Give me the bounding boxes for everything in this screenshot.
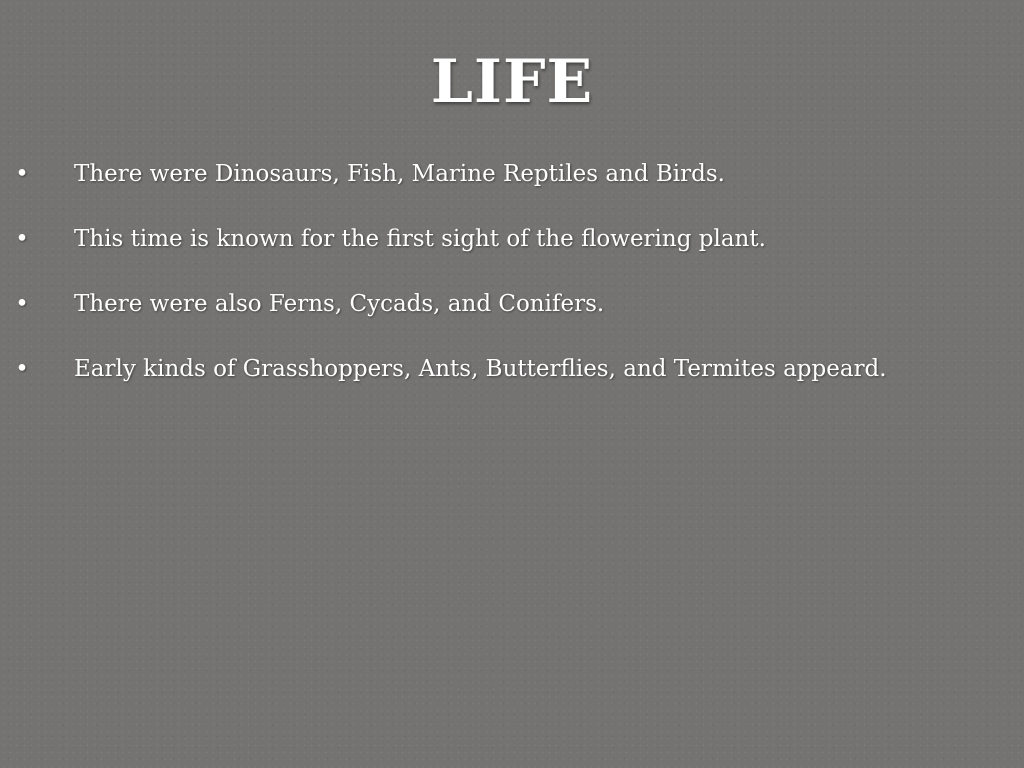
bullet-icon: •: [15, 161, 29, 187]
bullet-item: [0, 152, 1024, 217]
bullet-icon: •: [15, 291, 29, 317]
bullet-item: [0, 347, 1024, 412]
bullet-icon: •: [15, 226, 29, 252]
bullet-text: There were Dinosaurs, Fish, Marine Reptiles and Birds.: [74, 161, 725, 187]
slide-title: LIFE: [430, 47, 594, 117]
bullet-text: This time is known for the first sight of the flowering plant.: [74, 226, 766, 252]
bullet-item: [0, 217, 1024, 282]
bullet-icon: •: [15, 356, 29, 382]
bullet-list: [0, 152, 1024, 412]
bullet-item: [0, 282, 1024, 347]
bullet-text: There were also Ferns, Cycads, and Conifers.: [74, 291, 605, 317]
bullet-text: Early kinds of Grasshoppers, Ants, Butterflies, and Termites appeard.: [74, 356, 887, 382]
